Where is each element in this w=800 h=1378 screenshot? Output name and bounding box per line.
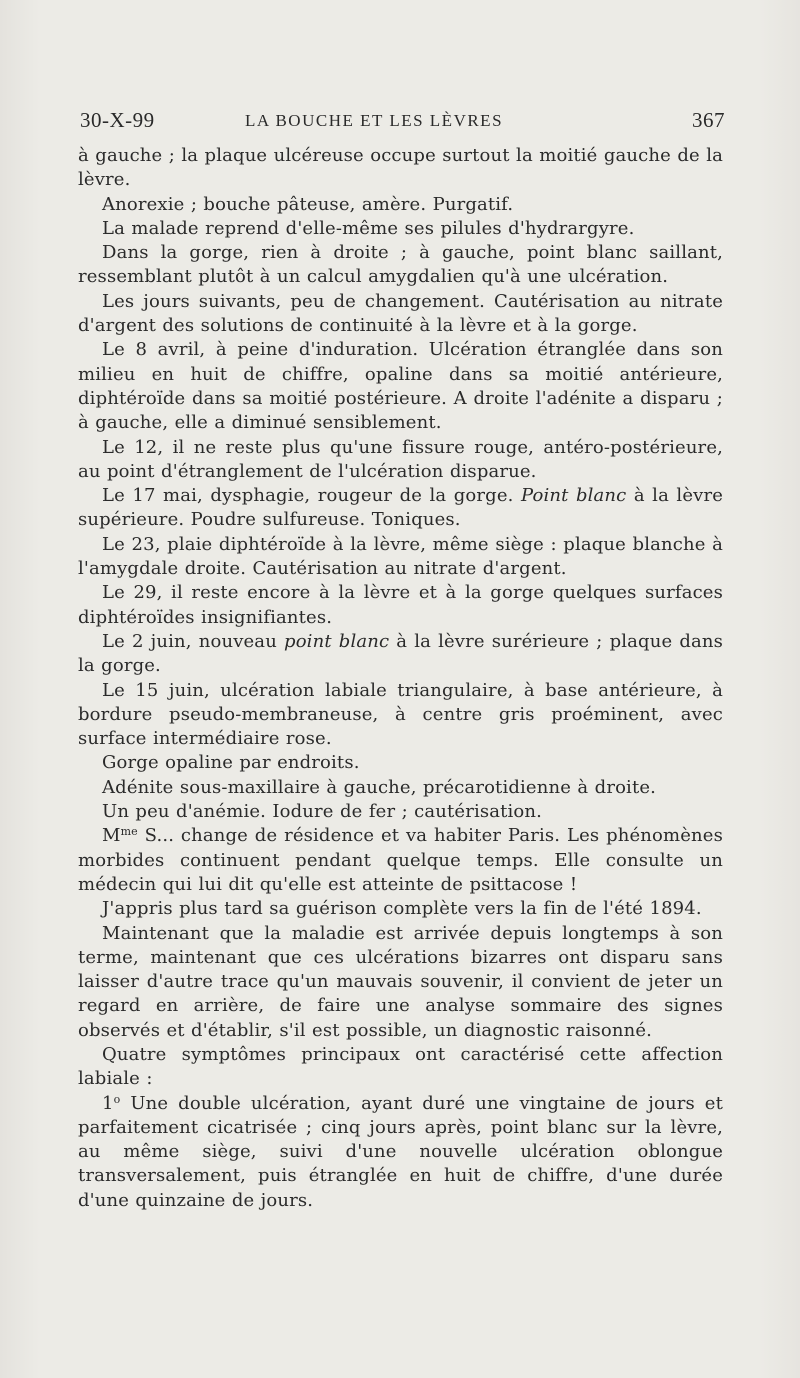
text-run: Le 17 mai, dysphagie, rougeur de la gorge. [102,485,521,507]
paragraph: à gauche ; la plaque ulcéreuse occupe surtout la moitié gauche de la lèvre. [78,145,723,191]
text-run: à la lèvre surérieure ; plaque dans la gorge. [78,630,723,677]
page-number: 367 [692,108,725,132]
paragraph: Un peu d'anémie. Iodure de fer ; cautérisation. [102,801,543,823]
text-run: à la lèvre supérieure. Poudre sulfureuse. Toniques. [78,485,723,531]
superscript: me [120,825,138,839]
paragraph: J'appris plus tard sa guérison complète vers la fin de l'été 1894. [102,898,702,920]
body-text [78,144,723,1213]
paragraph: La malade reprend d'elle-même ses pilules d'hydrargyre. [102,217,635,239]
paragraph: Le 12, il ne reste plus qu'une fissure rouge, antéro-postérieure, au point d'étranglement de l'ulcération disparue. [78,436,723,482]
paragraph: Le 23, plaie diphtéroïde à la lèvre, même siège : plaque blanche à l'amygdale droite. Cautérisation au nitrate d'argent. [78,533,723,580]
paragraph: Adénite sous-maxillaire à gauche, précarotidienne à droite. [102,776,657,798]
paragraph [78,1092,723,1213]
italic-text: Point blanc [520,485,627,507]
header-date: 30-X-99 [80,108,155,132]
paragraph: Gorge opaline par endroits. [102,752,360,774]
paragraph: Quatre symptômes principaux ont caractérisé cette affection labiale : [78,1043,723,1090]
paragraph [78,824,723,897]
italic-text: point blanc [284,630,390,652]
paragraph: Le 29, il reste encore à la lèvre et à la gorge quelques surfaces diphtéroïdes insignifiantes. [78,582,723,628]
header-title: LA BOUCHE ET LES LÈVRES [245,111,504,130]
paragraph: Dans la gorge, rien à droite ; à gauche, point blanc saillant, ressemblant plutôt à un calcul amygdalien qu'à une ulcération. [78,242,723,288]
text-run: Une double ulcération, ayant duré une vingtaine de jours et parfaitement cicatrisée ; cinq jours après, point blanc sur la lèvre, au même siège, suivi d'une nouvelle ulcération oblongue transversalement, puis étranglée en huit de chiffre, d'une durée d'une quinzaine de jours. [78,1092,723,1211]
text-run: 1 [102,1092,114,1114]
paragraph: Le 15 juin, ulcération labiale triangulaire, à base antérieure, à bordure pseudo-membraneuse, à centre gris proéminent, avec surface intermédiaire rose. [78,679,723,750]
text-run: Le 2 juin, nouveau [102,630,285,652]
text-run: M [102,825,121,847]
paragraph: Le 8 avril, à peine d'induration. Ulcération étranglée dans son milieu en huit de chiffre, opaline dans sa moitié antérieure, diphtéroïde dans sa moitié postérieure. A droite l'adénite a disparu ; à gauche, elle a diminué sensiblement. [78,339,723,434]
paragraph: Maintenant que la maladie est arrivée depuis longtemps à son terme, maintenant que ces ulcérations bizarres ont disparu sans laisser d'autre trace qu'un mauvais souvenir, il convient de jeter un regard en arrière, de faire une analyse sommaire des signes observés et d'établir, s'il est possible, un diagnostic raisonné. [78,922,723,1041]
paragraph: Anorexie ; bouche pâteuse, amère. Purgatif. [102,193,514,215]
paragraph [78,484,723,533]
running-header [80,108,725,138]
text-run: S... change de résidence et va habiter Paris. Les phénomènes morbides continuent pendant quelque temps. Elle consulte un médecin qui lui dit qu'elle est atteinte de psittacose ! [78,825,723,895]
paragraph [78,630,723,679]
paragraph: Les jours suivants, peu de changement. Cautérisation au nitrate d'argent des solutions de continuité à la lèvre et à la gorge. [78,290,723,337]
superscript: o [113,1092,121,1106]
